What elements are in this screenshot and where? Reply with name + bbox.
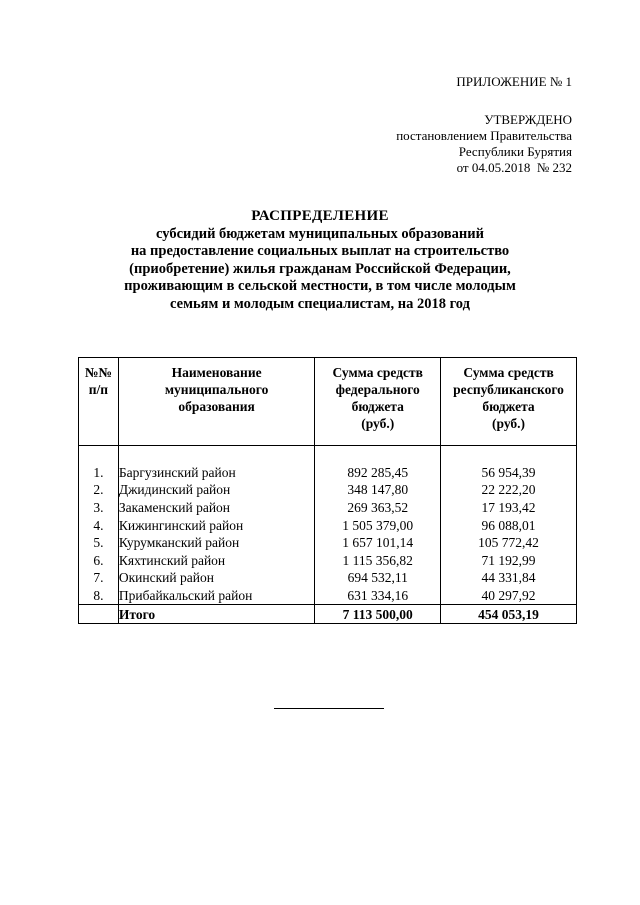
header-name bbox=[118, 358, 314, 446]
row-number: 8. bbox=[79, 587, 119, 605]
row-republic-sum: 96 088,01 bbox=[441, 516, 577, 534]
appendix-label: ПРИЛОЖЕНИЕ № 1 bbox=[456, 74, 572, 89]
spacer-cell bbox=[118, 446, 314, 464]
row-district: Окинский район bbox=[118, 569, 314, 587]
distribution-table bbox=[78, 357, 577, 624]
row-federal-sum: 1 115 356,82 bbox=[315, 552, 441, 570]
header-num-line-2: п/п bbox=[88, 382, 109, 397]
row-number: 4. bbox=[79, 516, 119, 534]
header-num-line-1: №№ bbox=[84, 365, 112, 380]
spacer-cell bbox=[79, 446, 119, 464]
row-number: 3. bbox=[79, 499, 119, 517]
table-total-row bbox=[79, 605, 577, 624]
title-line-3: (приобретение) жилья гражданам Российской Федерации, bbox=[129, 260, 511, 277]
row-federal-sum: 631 334,16 bbox=[315, 587, 441, 605]
title-line-4: проживающим в сельской местности, в том числе молодым bbox=[124, 278, 516, 294]
row-district: Прибайкальский район bbox=[118, 587, 314, 605]
table-header-row bbox=[79, 358, 577, 446]
row-federal-sum: 1 505 379,00 bbox=[315, 516, 441, 534]
header-federal-line-3: бюджета bbox=[351, 399, 404, 414]
spacer-cell bbox=[315, 446, 441, 464]
row-number: 7. bbox=[79, 569, 119, 587]
row-federal-sum: 1 657 101,14 bbox=[315, 534, 441, 552]
title-main: РАСПРЕДЕЛЕНИЕ bbox=[251, 208, 389, 224]
row-district: Кяхтинский район bbox=[118, 552, 314, 570]
row-republic-sum: 71 192,99 bbox=[441, 552, 577, 570]
row-district: Закаменский район bbox=[118, 499, 314, 517]
document-title bbox=[60, 208, 580, 313]
end-of-document-line bbox=[274, 708, 384, 709]
table-row bbox=[79, 499, 577, 517]
title-line-5: семьям и молодым специалистам, на 2018 год bbox=[170, 295, 470, 312]
header-republic-line-1: Сумма средств bbox=[463, 365, 554, 380]
header-republic-line-2: республиканского bbox=[453, 382, 564, 397]
approved-label: УТВЕРЖДЕНО bbox=[484, 112, 572, 127]
row-republic-sum: 56 954,39 bbox=[441, 464, 577, 482]
header-federal-line-2: федерального bbox=[335, 382, 420, 397]
total-federal-sum: 7 113 500,00 bbox=[315, 605, 441, 624]
table-row bbox=[79, 481, 577, 499]
decree-date-number: от 04.05.2018 № 232 bbox=[456, 160, 572, 175]
row-district: Баргузинский район bbox=[118, 464, 314, 482]
spacer-cell bbox=[441, 446, 577, 464]
row-federal-sum: 892 285,45 bbox=[315, 464, 441, 482]
header-federal-line-4: (руб.) bbox=[361, 416, 395, 431]
row-number: 5. bbox=[79, 534, 119, 552]
row-republic-sum: 22 222,20 bbox=[441, 481, 577, 499]
row-republic-sum: 44 331,84 bbox=[441, 569, 577, 587]
row-republic-sum: 40 297,92 bbox=[441, 587, 577, 605]
table-row bbox=[79, 534, 577, 552]
header-name-line-2: муниципального bbox=[164, 382, 269, 397]
header-republic-line-4: (руб.) bbox=[492, 416, 526, 431]
table-row bbox=[79, 569, 577, 587]
total-republic-sum: 454 053,19 bbox=[441, 605, 577, 624]
row-number: 6. bbox=[79, 552, 119, 570]
title-line-1: субсидий бюджетам муниципальных образований bbox=[156, 225, 484, 242]
row-district: Кижингинский район bbox=[118, 516, 314, 534]
header-num bbox=[79, 358, 119, 446]
header-federal bbox=[315, 358, 441, 446]
table-row bbox=[79, 552, 577, 570]
table-row bbox=[79, 464, 577, 482]
row-federal-sum: 694 532,11 bbox=[315, 569, 441, 587]
total-label: Итого bbox=[118, 605, 314, 624]
approved-by-line-2: Республики Бурятия bbox=[458, 144, 572, 159]
row-republic-sum: 105 772,42 bbox=[441, 534, 577, 552]
row-federal-sum: 269 363,52 bbox=[315, 499, 441, 517]
row-republic-sum: 17 193,42 bbox=[441, 499, 577, 517]
title-line-2: на предоставление социальных выплат на строительство bbox=[130, 243, 510, 259]
header-republic bbox=[441, 358, 577, 446]
table-row bbox=[79, 587, 577, 605]
total-empty-cell bbox=[79, 605, 119, 624]
row-federal-sum: 348 147,80 bbox=[315, 481, 441, 499]
row-number: 2. bbox=[79, 481, 119, 499]
approved-by-line-1: постановлением Правительства bbox=[396, 128, 572, 143]
header-name-line-3: образования bbox=[178, 399, 255, 414]
header-name-line-1: Наименование bbox=[171, 365, 262, 380]
table-spacer-row bbox=[79, 446, 577, 464]
header-republic-line-3: бюджета bbox=[482, 399, 535, 414]
header-federal-line-1: Сумма средств bbox=[332, 365, 423, 380]
approval-stamp bbox=[396, 112, 572, 176]
row-district: Курумканский район bbox=[118, 534, 314, 552]
row-district: Джидинский район bbox=[118, 481, 314, 499]
table-row bbox=[79, 516, 577, 534]
row-number: 1. bbox=[79, 464, 119, 482]
